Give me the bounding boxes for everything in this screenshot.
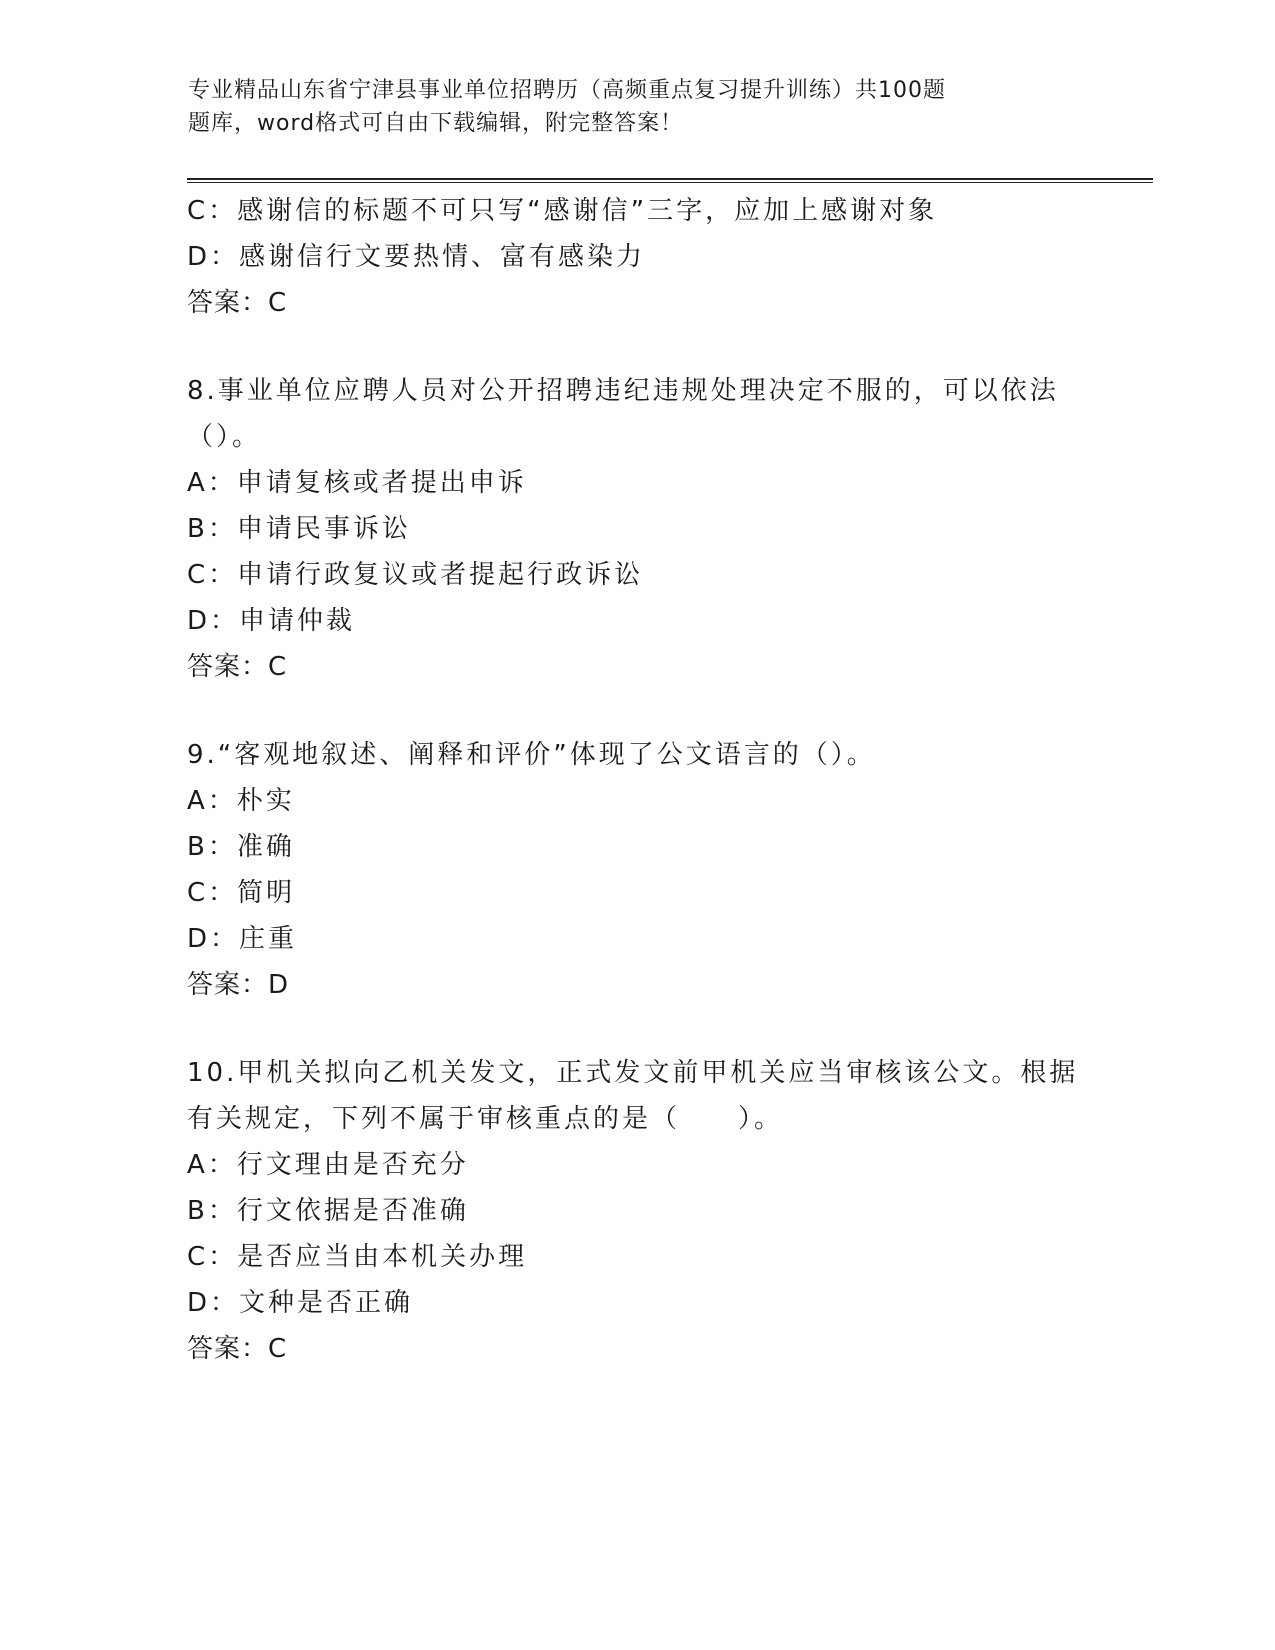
spacer <box>187 326 1087 368</box>
answer: 答案：C <box>187 288 288 318</box>
header-divider <box>187 178 1153 183</box>
option-c: C：是否应当由本机关办理 <box>187 1242 528 1272</box>
option-d: D：感谢信行文要热情、富有感染力 <box>187 242 646 272</box>
question-stem-line-1: 10.甲机关拟向乙机关发文，正式发文前甲机关应当审核该公文。根据 <box>187 1058 1079 1088</box>
option-a: A：行文理由是否充分 <box>187 1150 469 1180</box>
question-7-tail <box>187 188 1087 326</box>
question-9 <box>187 732 1087 1008</box>
option-c: C：简明 <box>187 878 296 908</box>
question-stem-line-1: 9.“客观地叙述、阐释和评价”体现了公文语言的（）。 <box>187 740 876 770</box>
option-c: C：申请行政复议或者提起行政诉讼 <box>187 560 644 590</box>
option-d: D：庄重 <box>187 924 298 954</box>
option-d: D：文种是否正确 <box>187 1288 414 1318</box>
header-title-line-1: 专业精品山东省宁津县事业单位招聘历（高频重点复习提升训练）共100题 <box>188 78 946 103</box>
document-header <box>188 74 1038 140</box>
option-d: D：申请仲裁 <box>187 606 356 636</box>
header-title-line-2: 题库，word格式可自由下载编辑，附完整答案！ <box>188 111 684 136</box>
option-a: A：朴实 <box>187 786 295 816</box>
option-a: A：申请复核或者提出申诉 <box>187 468 527 498</box>
answer: 答案：C <box>187 1334 288 1364</box>
spacer <box>187 690 1087 732</box>
question-list <box>187 188 1087 1372</box>
answer: 答案：D <box>187 970 290 1000</box>
option-b: B：准确 <box>187 832 295 862</box>
question-stem-line-2: （）。 <box>187 422 262 452</box>
spacer <box>187 1008 1087 1050</box>
option-b: B：行文依据是否准确 <box>187 1196 469 1226</box>
option-b: B：申请民事诉讼 <box>187 514 411 544</box>
question-10 <box>187 1050 1087 1372</box>
question-stem-line-2: 有关规定，下列不属于审核重点的是（ ）。 <box>187 1104 784 1134</box>
question-stem-line-1: 8.事业单位应聘人员对公开招聘违纪违规处理决定不服的，可以依法 <box>187 376 1059 406</box>
option-c: C：感谢信的标题不可只写“感谢信”三字，应加上感谢对象 <box>187 196 938 226</box>
answer: 答案：C <box>187 652 288 682</box>
question-8 <box>187 368 1087 690</box>
